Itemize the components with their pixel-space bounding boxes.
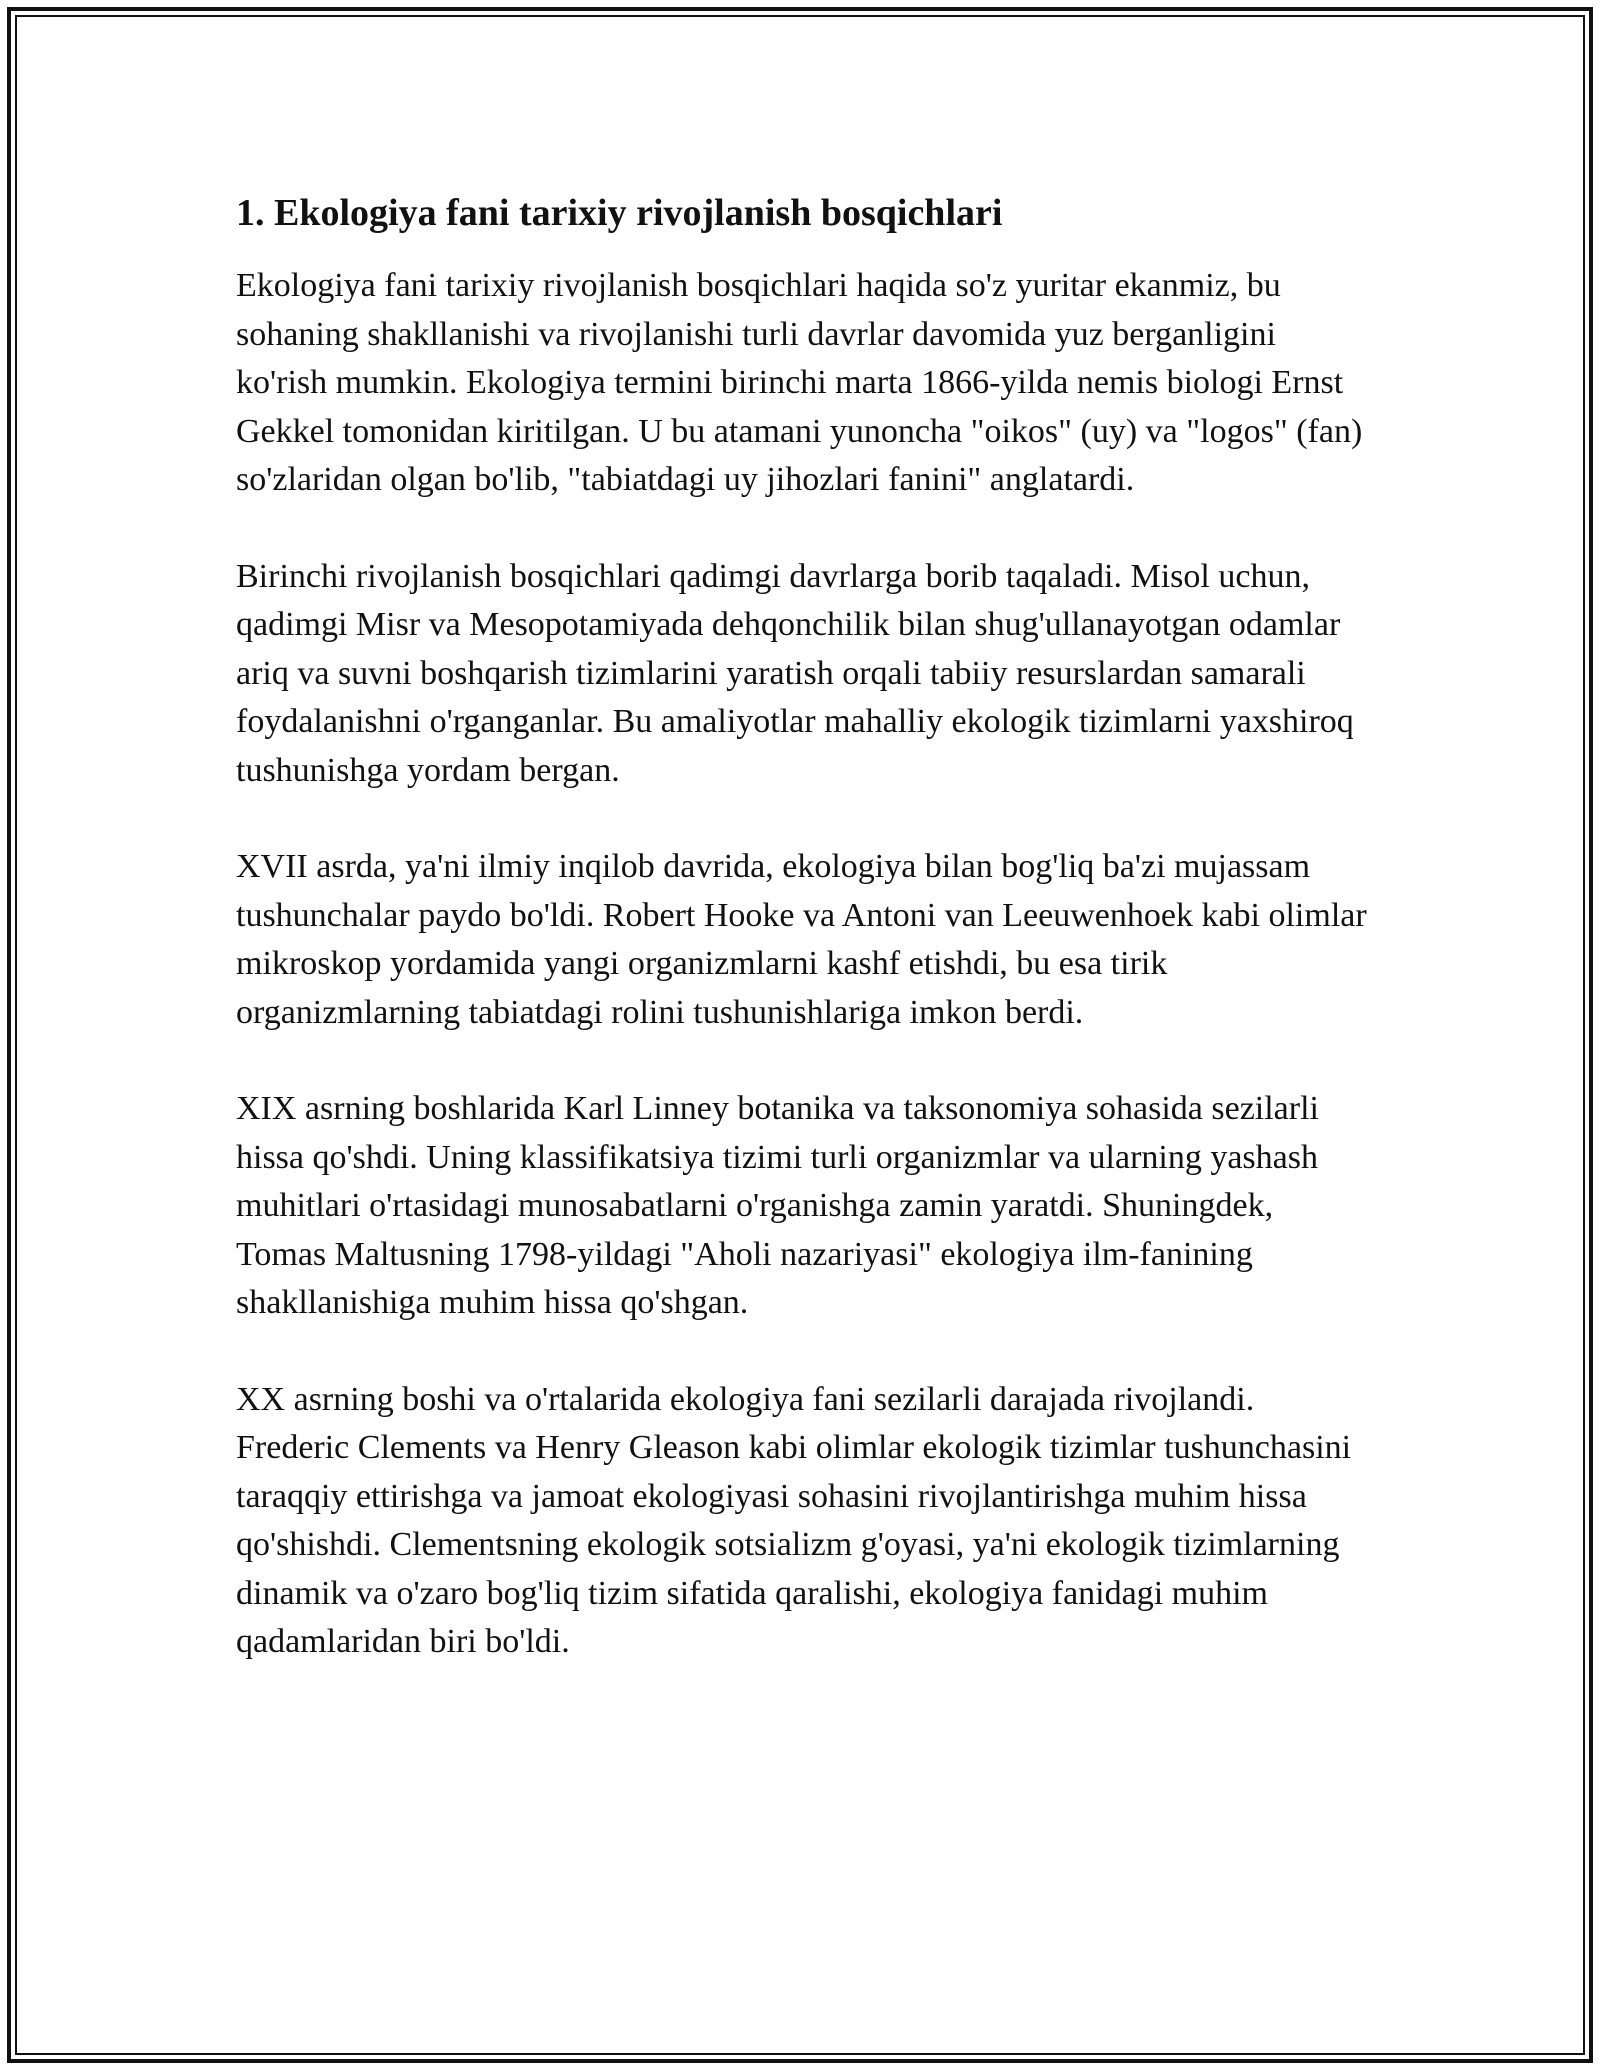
paragraph-5: XX asrning boshi va o'rtalarida ekologiya fani sezilarli darajada rivojlandi. Frederic Clements va Henry Gleason kabi olimlar ekologik tizimlar tushunchasini taraqqiy ettirishga va jamoat ekologiyasi sohasini rivojlantirishga muhim hissa qo'shishdi. Clementsning ekologik sotsializm g'oyasi, ya'ni ekologik tizimlarning dinamik va o'zaro bog'liq tizim sifatida qaralishi, ekologiya fanidagi muhim qadamlaridan biri bo'ldi. [236, 1380, 1352, 1660]
paragraph-3: XVII asrda, ya'ni ilmiy inqilob davrida, ekologiya bilan bog'liq ba'zi mujassam tushunchalar paydo bo'ldi. Robert Hooke va Antoni van Leeuwenhoek kabi olimlar mikroskop yordamida yangi organizmlarni kashf etishdi, bu esa tirik organizmlarning tabiatdagi rolini tushunishlariga imkon berdi. [236, 848, 1367, 1031]
paragraph-2: Birinchi rivojlanish bosqichlari qadimgi davrlarga borib taqaladi. Misol uchun, qadimgi Misr va Mesopotamiyada dehqonchilik bilan shug'ullanayotgan odamlar ariq va suvni boshqarish tizimlarini yaratish orqali tabiiy resurslardan samarali foydalanishni o'rganganlar. Bu amaliyotlar mahalliy ekologik tizimlarni yaxshiroq tushunishga yordam bergan. [236, 557, 1354, 789]
paragraph-1: Ekologiya fani tarixiy rivojlanish bosqichlari haqida so'z yuritar ekanmiz, bu sohaning shakllanishi va rivojlanishi turli davrlar davomida yuz berganligini ko'rish mumkin. Ekologiya termini birinchi marta 1866-yilda nemis biologi Ernst Gekkel tomonidan kiritilgan. U bu atamani yunoncha "oikos" (uy) va "logos" (fan) so'zlaridan olgan bo'lib, "tabiatdagi uy jihozlari fanini" anglatardi. [236, 267, 1363, 498]
document-body [236, 186, 1370, 1715]
section-heading: 1. Ekologiya fani tarixiy rivojlanish bosqichlari [236, 192, 1003, 234]
paragraph-4: XIX asrning boshlarida Karl Linney botanika va taksonomiya sohasida sezilarli hissa qo'shdi. Uning klassifikatsiya tizimi turli organizmlar va ularning yashash muhitlari o'rtasidagi munosabatlarni o'rganishga zamin yaratdi. Shuningdek, Tomas Maltusning 1798-yildagi "Aholi nazariyasi" ekologiya ilm-fanining shakllanishiga muhim hissa qo'shgan. [236, 1090, 1319, 1321]
